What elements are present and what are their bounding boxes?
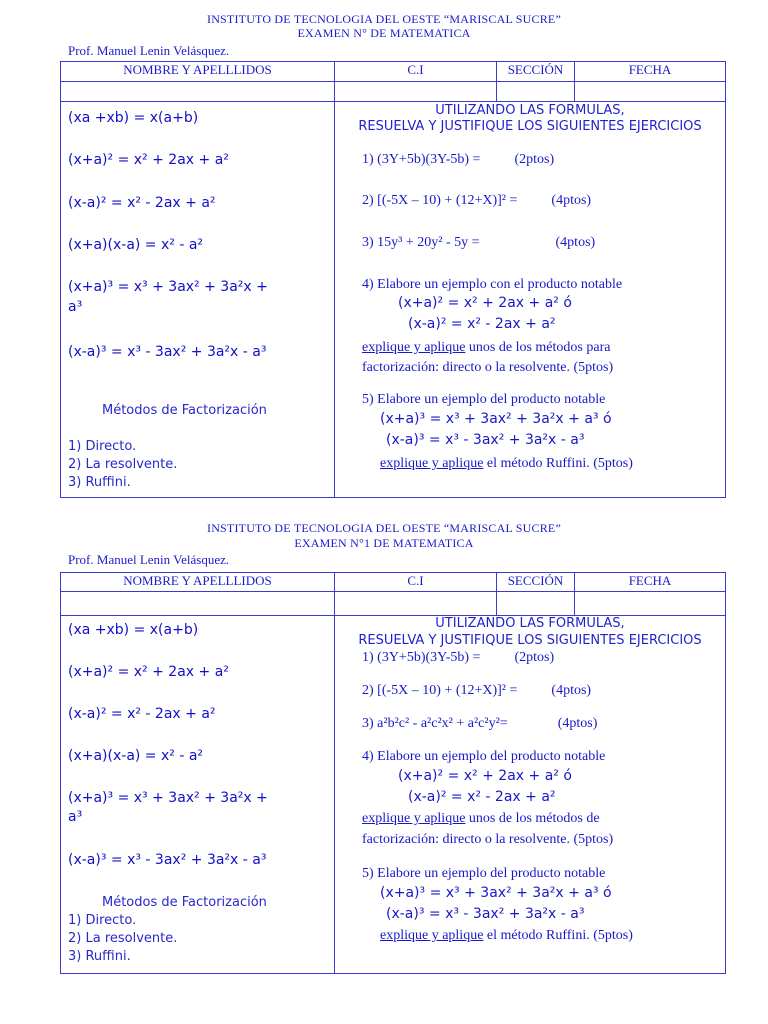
exercise-5-rest: el método Ruffini. (5ptos)	[483, 456, 633, 471]
content-area	[61, 102, 725, 497]
exercise-5-line-2	[380, 928, 633, 944]
exercises-panel	[335, 102, 725, 497]
exercise-2-points: (4ptos)	[551, 683, 592, 698]
col-name: NOMBRE Y APELLLIDOS	[61, 62, 335, 81]
exercises-panel	[335, 616, 725, 973]
exercise-3-text: 3) a²b²c² - a²c²x² + a²c²y²=	[362, 716, 508, 731]
exercise-5-line-2	[380, 456, 633, 472]
header-row	[61, 62, 725, 82]
formula-5-cont: a³	[68, 299, 83, 315]
exercise-1	[362, 152, 554, 168]
methods-title: Métodos de Factorización	[102, 403, 267, 418]
exercise-5-formula-2: (x-a)³ = x³ - 3ax² + 3a²x - a³	[386, 432, 585, 448]
method-3: 3) Ruffini.	[68, 475, 131, 490]
exercise-5-underlined: explique y aplique	[380, 456, 484, 471]
answer-row	[61, 82, 725, 102]
name-field[interactable]	[61, 592, 335, 615]
exam-table	[60, 572, 726, 974]
exercise-1-text: 1) (3Y+5b)(3Y-5b) =	[362, 650, 481, 665]
exercise-4-formula-2: (x-a)² = x² - 2ax + a²	[408, 316, 556, 332]
exercise-4-formula-1: (x+a)² = x² + 2ax + a² ó	[398, 295, 572, 311]
exercise-4-line-3: factorización: directo o la resolvente. (5ptos)	[362, 832, 614, 847]
section-field[interactable]	[497, 592, 575, 615]
method-2: 2) La resolvente.	[68, 931, 178, 946]
exercise-3-points: (4ptos)	[557, 716, 598, 731]
formula-4: (x+a)(x-a) = x² - a²	[68, 237, 204, 253]
method-1: 1) Directo.	[68, 439, 137, 454]
col-date: FECHA	[628, 62, 672, 77]
exercise-3	[362, 716, 597, 732]
methods-title: Métodos de Factorización	[102, 895, 267, 910]
date-field[interactable]	[575, 592, 725, 615]
formula-5: (x+a)³ = x³ + 3ax² + 3a²x +	[68, 790, 268, 806]
formula-3: (x-a)² = x² - 2ax + a²	[68, 195, 216, 211]
formula-3: (x-a)² = x² - 2ax + a²	[68, 706, 216, 722]
formula-1: (xa +xb) = x(a+b)	[68, 110, 199, 126]
professor-name: Prof. Manuel Lenin Velásquez.	[68, 43, 230, 58]
exercise-4-line-1: 4) Elabore un ejemplo con el producto notable	[362, 277, 623, 292]
exercise-4-line-1: 4) Elabore un ejemplo del producto notable	[362, 749, 606, 764]
exercise-2-points: (4ptos)	[551, 193, 592, 208]
exercise-5-formula-1: (x+a)³ = x³ + 3ax² + 3a²x + a³ ó	[380, 885, 612, 901]
formula-5-cont: a³	[68, 809, 83, 825]
date-field[interactable]	[575, 82, 725, 101]
exam-title: EXAMEN N° DE MATEMATICA	[297, 26, 471, 40]
exercise-2	[362, 193, 591, 209]
professor-name: Prof. Manuel Lenin Velásquez.	[68, 552, 230, 567]
header-row	[61, 573, 725, 592]
formula-2: (x+a)² = x² + 2ax + a²	[68, 664, 229, 680]
answer-row	[61, 592, 725, 616]
exercise-5-formula-2: (x-a)³ = x³ - 3ax² + 3a²x - a³	[386, 906, 585, 922]
exercise-3	[362, 235, 595, 251]
col-ci: C.I	[335, 62, 497, 81]
instructions-line-2: RESUELVA Y JUSTIFIQUE LOS SIGUIENTES EJERCICIOS	[358, 119, 702, 134]
col-section: SECCIÓN	[497, 62, 575, 81]
exercise-4-line-2	[362, 811, 600, 827]
instructions-line-1: UTILIZANDO LAS FORMULAS,	[435, 103, 625, 118]
exercise-4-rest: unos de los métodos de	[465, 811, 600, 826]
formulas-panel	[61, 102, 335, 497]
exercise-4-formula-2: (x-a)² = x² - 2ax + a²	[408, 789, 556, 805]
exercise-1-points: (2ptos)	[514, 152, 555, 167]
exercise-1	[362, 650, 554, 666]
method-3: 3) Ruffini.	[68, 949, 131, 964]
method-1: 1) Directo.	[68, 913, 137, 928]
exercise-4-underlined: explique y aplique	[362, 340, 466, 355]
exercise-1-text: 1) (3Y+5b)(3Y-5b) =	[362, 152, 481, 167]
exercise-5-underlined: explique y aplique	[380, 928, 484, 943]
col-ci: C.I	[335, 573, 497, 591]
instructions-line-2: RESUELVA Y JUSTIFIQUE LOS SIGUIENTES EJERCICIOS	[358, 633, 702, 648]
col-name: NOMBRE Y APELLLIDOS	[61, 573, 335, 591]
exam-title: EXAMEN N°1 DE MATEMATICA	[294, 536, 474, 550]
formula-6: (x-a)³ = x³ - 3ax² + 3a²x - a³	[68, 852, 267, 868]
formula-5: (x+a)³ = x³ + 3ax² + 3a²x +	[68, 279, 268, 295]
col-section: SECCIÓN	[497, 573, 575, 591]
exercise-4-line-2	[362, 340, 610, 356]
exercise-1-points: (2ptos)	[514, 650, 555, 665]
exercise-3-points: (4ptos)	[555, 235, 596, 250]
exercise-3-text: 3) 15y³ + 20y² - 5y =	[362, 235, 480, 250]
ci-field[interactable]	[335, 592, 497, 615]
section-field[interactable]	[497, 82, 575, 101]
exercise-5-formula-1: (x+a)³ = x³ + 3ax² + 3a²x + a³ ó	[380, 411, 612, 427]
instructions	[335, 104, 725, 134]
formula-6: (x-a)³ = x³ - 3ax² + 3a²x - a³	[68, 344, 267, 360]
name-field[interactable]	[61, 82, 335, 101]
exercise-4-line-3: factorización: directo o la resolvente. (5ptos)	[362, 360, 614, 375]
exam-table	[60, 61, 726, 498]
instructions-line-1: UTILIZANDO LAS FORMULAS,	[435, 616, 625, 631]
exercise-2-text: 2) [(-5X – 10) + (12+X)]² =	[362, 193, 518, 208]
col-date: FECHA	[628, 573, 672, 588]
exercise-4-formula-1: (x+a)² = x² + 2ax + a² ó	[398, 768, 572, 784]
exercise-5-line-1: 5) Elabore un ejemplo del producto notable	[362, 866, 606, 881]
method-2: 2) La resolvente.	[68, 457, 178, 472]
methods-list	[68, 912, 177, 966]
exercise-5-rest: el método Ruffini. (5ptos)	[483, 928, 633, 943]
institute-title: INSTITUTO DE TECNOLOGIA DEL OESTE “MARISCAL SUCRE”	[207, 521, 561, 535]
institute-title: INSTITUTO DE TECNOLOGIA DEL OESTE “MARISCAL SUCRE”	[207, 12, 561, 26]
exercise-4-rest: unos de los métodos para	[465, 340, 611, 355]
exercise-4-underlined: explique y aplique	[362, 811, 466, 826]
formulas-panel	[61, 616, 335, 973]
exercise-2	[362, 683, 591, 699]
formula-2: (x+a)² = x² + 2ax + a²	[68, 152, 229, 168]
instructions	[335, 617, 725, 648]
exercise-5-line-1: 5) Elabore un ejemplo del producto notable	[362, 392, 606, 407]
formula-1: (xa +xb) = x(a+b)	[68, 622, 199, 638]
content-area	[61, 616, 725, 973]
exercise-2-text: 2) [(-5X – 10) + (12+X)]² =	[362, 683, 518, 698]
ci-field[interactable]	[335, 82, 497, 101]
formula-4: (x+a)(x-a) = x² - a²	[68, 748, 204, 764]
methods-list	[68, 438, 177, 492]
